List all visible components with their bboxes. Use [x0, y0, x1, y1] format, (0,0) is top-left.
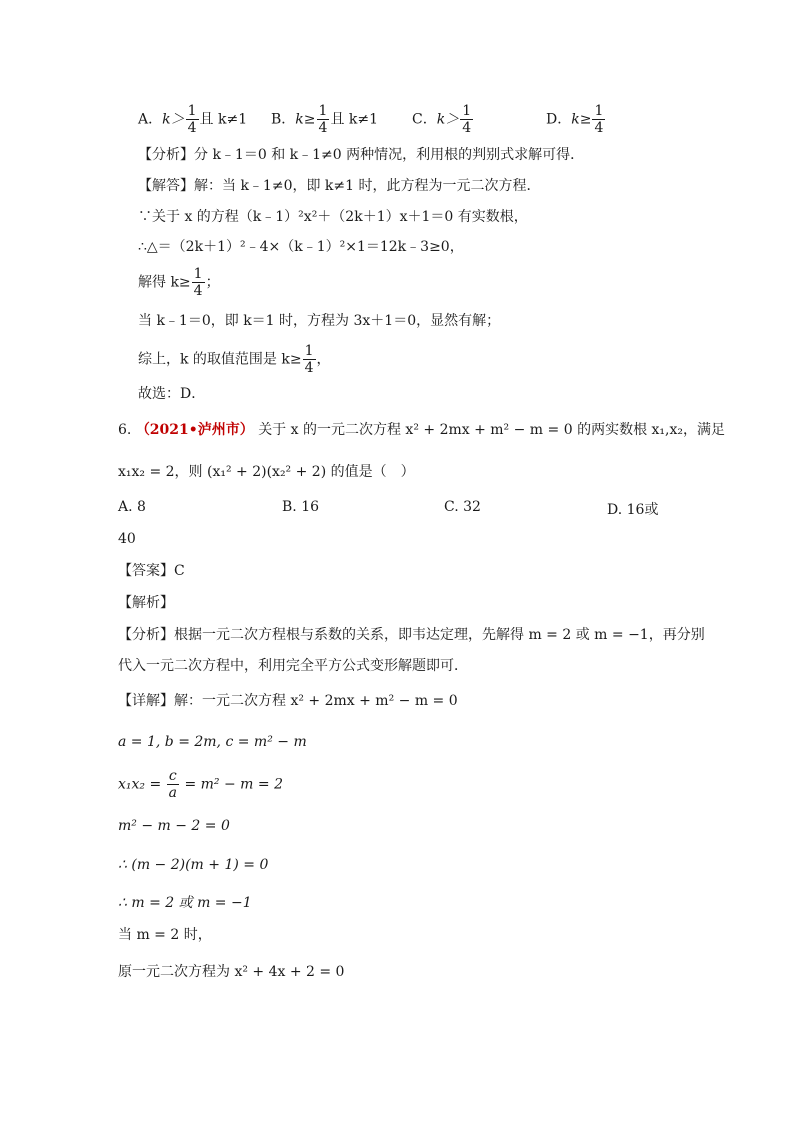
frac-den: 4 — [318, 120, 328, 136]
question-number: 6. — [118, 422, 132, 438]
q5-solution-line-4 — [138, 266, 220, 299]
option-a-lhs: k＞ — [162, 111, 185, 128]
frac-num: 1 — [304, 343, 314, 359]
option-d-lhs: k≥ — [571, 111, 592, 128]
frac-num: 1 — [187, 103, 197, 119]
q6-option-a: A. 8 — [118, 499, 146, 515]
q5-solution-line-3: ∴△＝（2k＋1）²﹣4×（k﹣1）²×1＝12k﹣3≥0， — [138, 239, 464, 255]
q6-detail-line-1: 【详解】解：一元二次方程 x² + 2mx + m² − m = 0 — [118, 693, 458, 709]
q6-analysis-line-1: 【分析】根据一元二次方程根与系数的关系，即韦达定理，先解得 m = 2 或 m = −1，再分别 — [118, 627, 705, 643]
option-b-suffix: 且 k≠1 — [330, 111, 379, 128]
fraction — [167, 768, 179, 801]
text: ； — [205, 274, 220, 291]
option-c-prefix: C． — [412, 111, 437, 128]
q6-detail-line-3 — [118, 768, 283, 801]
answer-label: 【答案】C — [118, 563, 185, 579]
q5-option-d — [546, 103, 606, 136]
option-a-suffix: 且 k≠1 — [199, 111, 248, 128]
q5-option-b — [271, 103, 378, 136]
text: x₁x₂ = — [118, 776, 166, 793]
frac-num: 1 — [594, 103, 604, 119]
option-a-frac — [186, 103, 199, 136]
q6-option-d-continued: 40 — [118, 531, 136, 547]
frac-num: 1 — [462, 103, 472, 119]
frac-den: a — [168, 785, 178, 801]
q5-solution-line-5: 当 k﹣1＝0，即 k＝1 时，方程为 3x＋1＝0，显然有解； — [138, 313, 501, 329]
frac-den: 4 — [304, 360, 314, 376]
frac-num: 1 — [318, 103, 328, 119]
q5-solution-line-1: 【解答】解：当 k﹣1≠0，即 k≠1 时，此方程为一元二次方程． — [138, 178, 541, 194]
option-d-prefix: D． — [546, 111, 572, 128]
option-b-prefix: B． — [271, 111, 296, 128]
q5-solution-line-7: 故选：D． — [138, 386, 206, 402]
q6-option-c: C. 32 — [444, 499, 481, 515]
text: 解得 k≥ — [138, 274, 191, 291]
q6-option-d: D. 16或 — [607, 502, 659, 518]
q6-detail-line-2: a = 1, b = 2m, c = m² − m — [118, 734, 307, 750]
q6-detail-line-6: ∴ m = 2 或 m = −1 — [118, 895, 252, 911]
frac-den: 4 — [193, 283, 203, 299]
fraction — [303, 343, 316, 376]
q6-stem-line-1 — [118, 421, 725, 439]
frac-den: 4 — [594, 120, 604, 136]
option-b-lhs: k≥ — [295, 111, 316, 128]
fraction — [192, 266, 205, 299]
q6-stem-line-2: x₁x₂ = 2，则 (x₁² + 2)(x₂² + 2) 的值是（ ） — [118, 464, 415, 480]
option-b-frac — [317, 103, 330, 136]
frac-den: 4 — [462, 120, 472, 136]
q5-option-a — [138, 103, 247, 136]
q5-solution-line-6 — [138, 343, 331, 376]
q5-analysis: 【分析】分 k﹣1＝0 和 k﹣1≠0 两种情况，利用根的判别式求解可得． — [138, 147, 585, 163]
q5-option-c — [412, 103, 474, 136]
option-a-prefix: A． — [138, 111, 163, 128]
option-d-frac — [592, 103, 605, 136]
frac-num: c — [168, 768, 177, 784]
q6-option-b: B. 16 — [282, 499, 320, 515]
frac-num: 1 — [193, 266, 203, 282]
option-c-frac — [460, 103, 473, 136]
q6-detail-line-4: m² − m − 2 = 0 — [118, 818, 230, 834]
question-source: （2021•泸州市） — [135, 422, 254, 438]
q6-analysis-line-2: 代入一元二次方程中，利用完全平方公式变形解题即可． — [118, 658, 468, 674]
q6-detail-line-8: 原一元二次方程为 x² + 4x + 2 = 0 — [118, 964, 345, 980]
text: = m² − m = 2 — [180, 776, 283, 793]
frac-den: 4 — [187, 120, 197, 136]
text: 综上，k 的取值范围是 k≥ — [138, 351, 302, 368]
q5-solution-line-2: ∵关于 x 的方程（k﹣1）²x²＋（2k＋1）x＋1＝0 有实数根， — [138, 209, 528, 225]
question-stem: 关于 x 的一元二次方程 x² + 2mx + m² − m = 0 的两实数根 x₁,x₂，满足 — [258, 422, 725, 438]
q6-detail-line-7: 当 m = 2 时， — [118, 927, 212, 943]
option-c-lhs: k＞ — [436, 111, 460, 128]
q6-detail-line-5: ∴ (m − 2)(m + 1) = 0 — [118, 857, 269, 873]
text: ， — [316, 351, 331, 368]
analysis-heading: 【解析】 — [118, 595, 174, 611]
